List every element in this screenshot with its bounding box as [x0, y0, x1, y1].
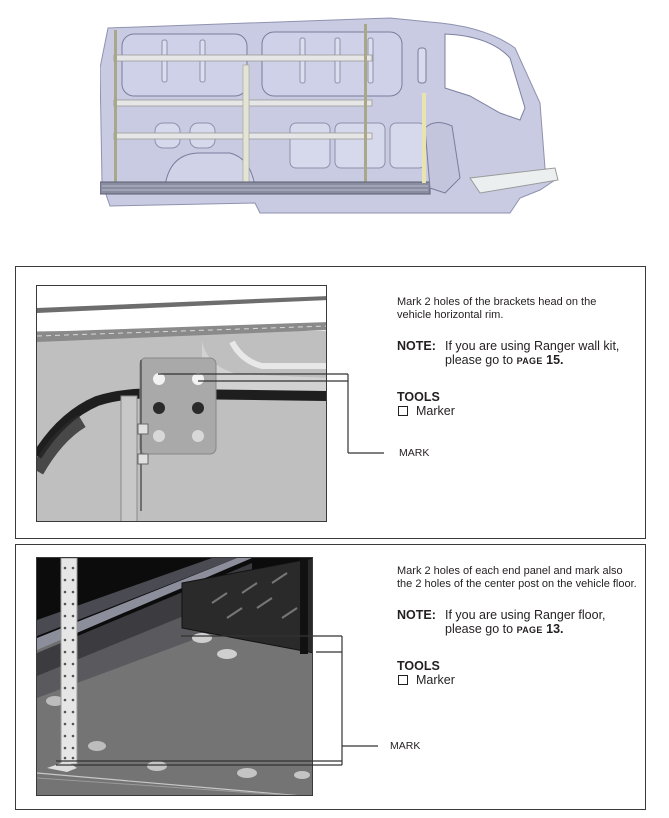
page-word: PAGE: [516, 356, 543, 366]
page-word: PAGE: [516, 625, 543, 635]
mark-callout: MARK: [399, 447, 430, 459]
step-1-text: [397, 296, 627, 418]
van-interior-side-view-icon: [100, 8, 570, 218]
step-1-photo: [36, 285, 327, 522]
tools-heading: TOOLS: [397, 390, 440, 404]
checkbox-icon: [398, 406, 408, 416]
tool-item: [397, 404, 627, 418]
checkbox-icon: [398, 675, 408, 685]
floor-end-panel-photo-icon: [37, 558, 313, 796]
note-text: If you are using Ranger floor, please go to: [445, 608, 606, 636]
note-label: NOTE:: [397, 339, 436, 353]
step-2-text: [397, 565, 637, 687]
step-2-instruction: Mark 2 holes of each end panel and mark also the 2 holes of the center post on the vehicle floor.: [397, 565, 637, 590]
tools-heading: TOOLS: [397, 659, 440, 673]
wall-bracket-photo-icon: [37, 286, 327, 522]
tool-label: Marker: [416, 404, 455, 418]
page-reference-link[interactable]: 13.: [546, 622, 564, 636]
step-2-note: [397, 608, 637, 637]
note-text: If you are using Ranger wall kit, please go to: [445, 339, 620, 367]
tool-label: Marker: [416, 673, 455, 687]
step-2-panel: [15, 544, 646, 810]
note-label: NOTE:: [397, 608, 436, 622]
mark-callout: MARK: [390, 740, 421, 752]
van-interior-illustration: [100, 8, 570, 218]
step-1-panel: [15, 266, 646, 539]
step-2-photo: [36, 557, 313, 796]
tool-item: [397, 673, 637, 687]
page-reference-link[interactable]: 15.: [546, 353, 564, 367]
step-1-note: [397, 339, 627, 368]
step-1-instruction: Mark 2 holes of the brackets head on the vehicle horizontal rim.: [397, 296, 597, 321]
